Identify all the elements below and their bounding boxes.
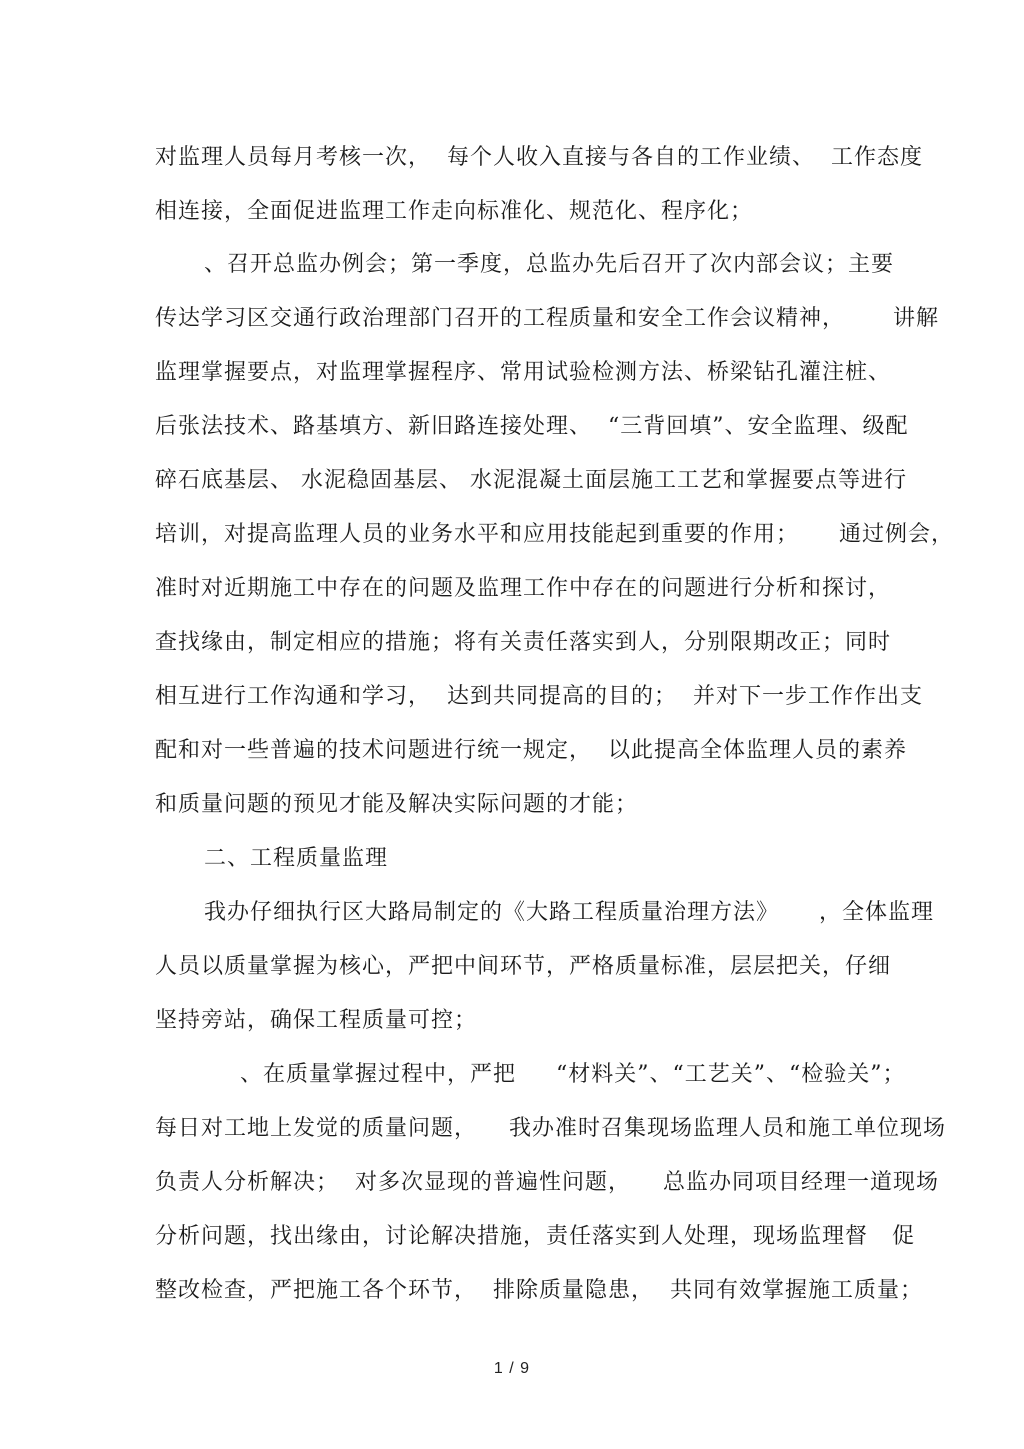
text-line: 人员以质量掌握为核心，严把中间环节，严格质量标准，层层把关，仔细	[155, 954, 892, 979]
text-line: 查找缘由，制定相应的措施；将有关责任落实到人，分别限期改正；同时	[155, 630, 892, 655]
text-line: 整改检查，严把施工各个环节， 排除质量隐患， 共同有效掌握施工质量；	[155, 1278, 923, 1303]
text-line: 、召开总监办例会；第一季度，总监办先后召开了次内部会议；主要	[204, 252, 895, 277]
text-line: 坚持旁站，确保工程质量可控；	[155, 1008, 478, 1033]
text-line: 分析问题，找出缘由，讨论解决措施，责任落实到人处理，现场监理督 促	[155, 1224, 915, 1249]
text-line: 碎石底基层、 水泥稳固基层、 水泥混凝土面层施工工艺和掌握要点等进行	[155, 468, 907, 493]
text-line: 对监理人员每月考核一次， 每个人收入直接与各自的工作业绩、 工作态度	[155, 145, 923, 170]
text-line: 监理掌握要点，对监理掌握程序、常用试验检测方法、桥梁钻孔灌注桩、	[155, 360, 892, 385]
text-line: 培训，对提高监理人员的业务水平和应用技能起到重要的作用； 通过例会，	[155, 522, 954, 547]
text-line: 相连接，全面促进监理工作走向标准化、规范化、程序化；	[155, 199, 754, 224]
text-line: 传达学习区交通行政治理部门召开的工程质量和安全工作会议精神， 讲解	[155, 306, 939, 331]
text-line: 负责人分析解决； 对多次显现的普遍性问题， 总监办同项目经理一道现场	[155, 1170, 939, 1195]
text-line: 、在质量掌握过程中，严把 “材料关”、“工艺关”、“检验关”；	[240, 1062, 906, 1087]
text-line: 配和对一些普遍的技术问题进行统一规定， 以此提高全体监理人员的素养	[155, 738, 907, 763]
text-line: 和质量问题的预见才能及解决实际问题的才能；	[155, 792, 639, 817]
text-line: 每日对工地上发觉的质量问题， 我办准时召集现场监理人员和施工单位现场	[155, 1116, 946, 1141]
text-line: 我办仔细执行区大路局制定的《大路工程质量治理方法》 ，全体监理	[204, 900, 934, 925]
section-heading: 二、工程质量监理	[204, 846, 389, 871]
text-line: 准时对近期施工中存在的问题及监理工作中存在的问题进行分析和探讨，	[155, 576, 892, 601]
text-line: 相互进行工作沟通和学习， 达到共同提高的目的； 并对下一步工作作出支	[155, 684, 923, 709]
page-number: 1 / 9	[493, 1360, 531, 1377]
text-line: 后张法技术、路基填方、新旧路连接处理、 “三背回填”、安全监理、级配	[155, 414, 909, 439]
